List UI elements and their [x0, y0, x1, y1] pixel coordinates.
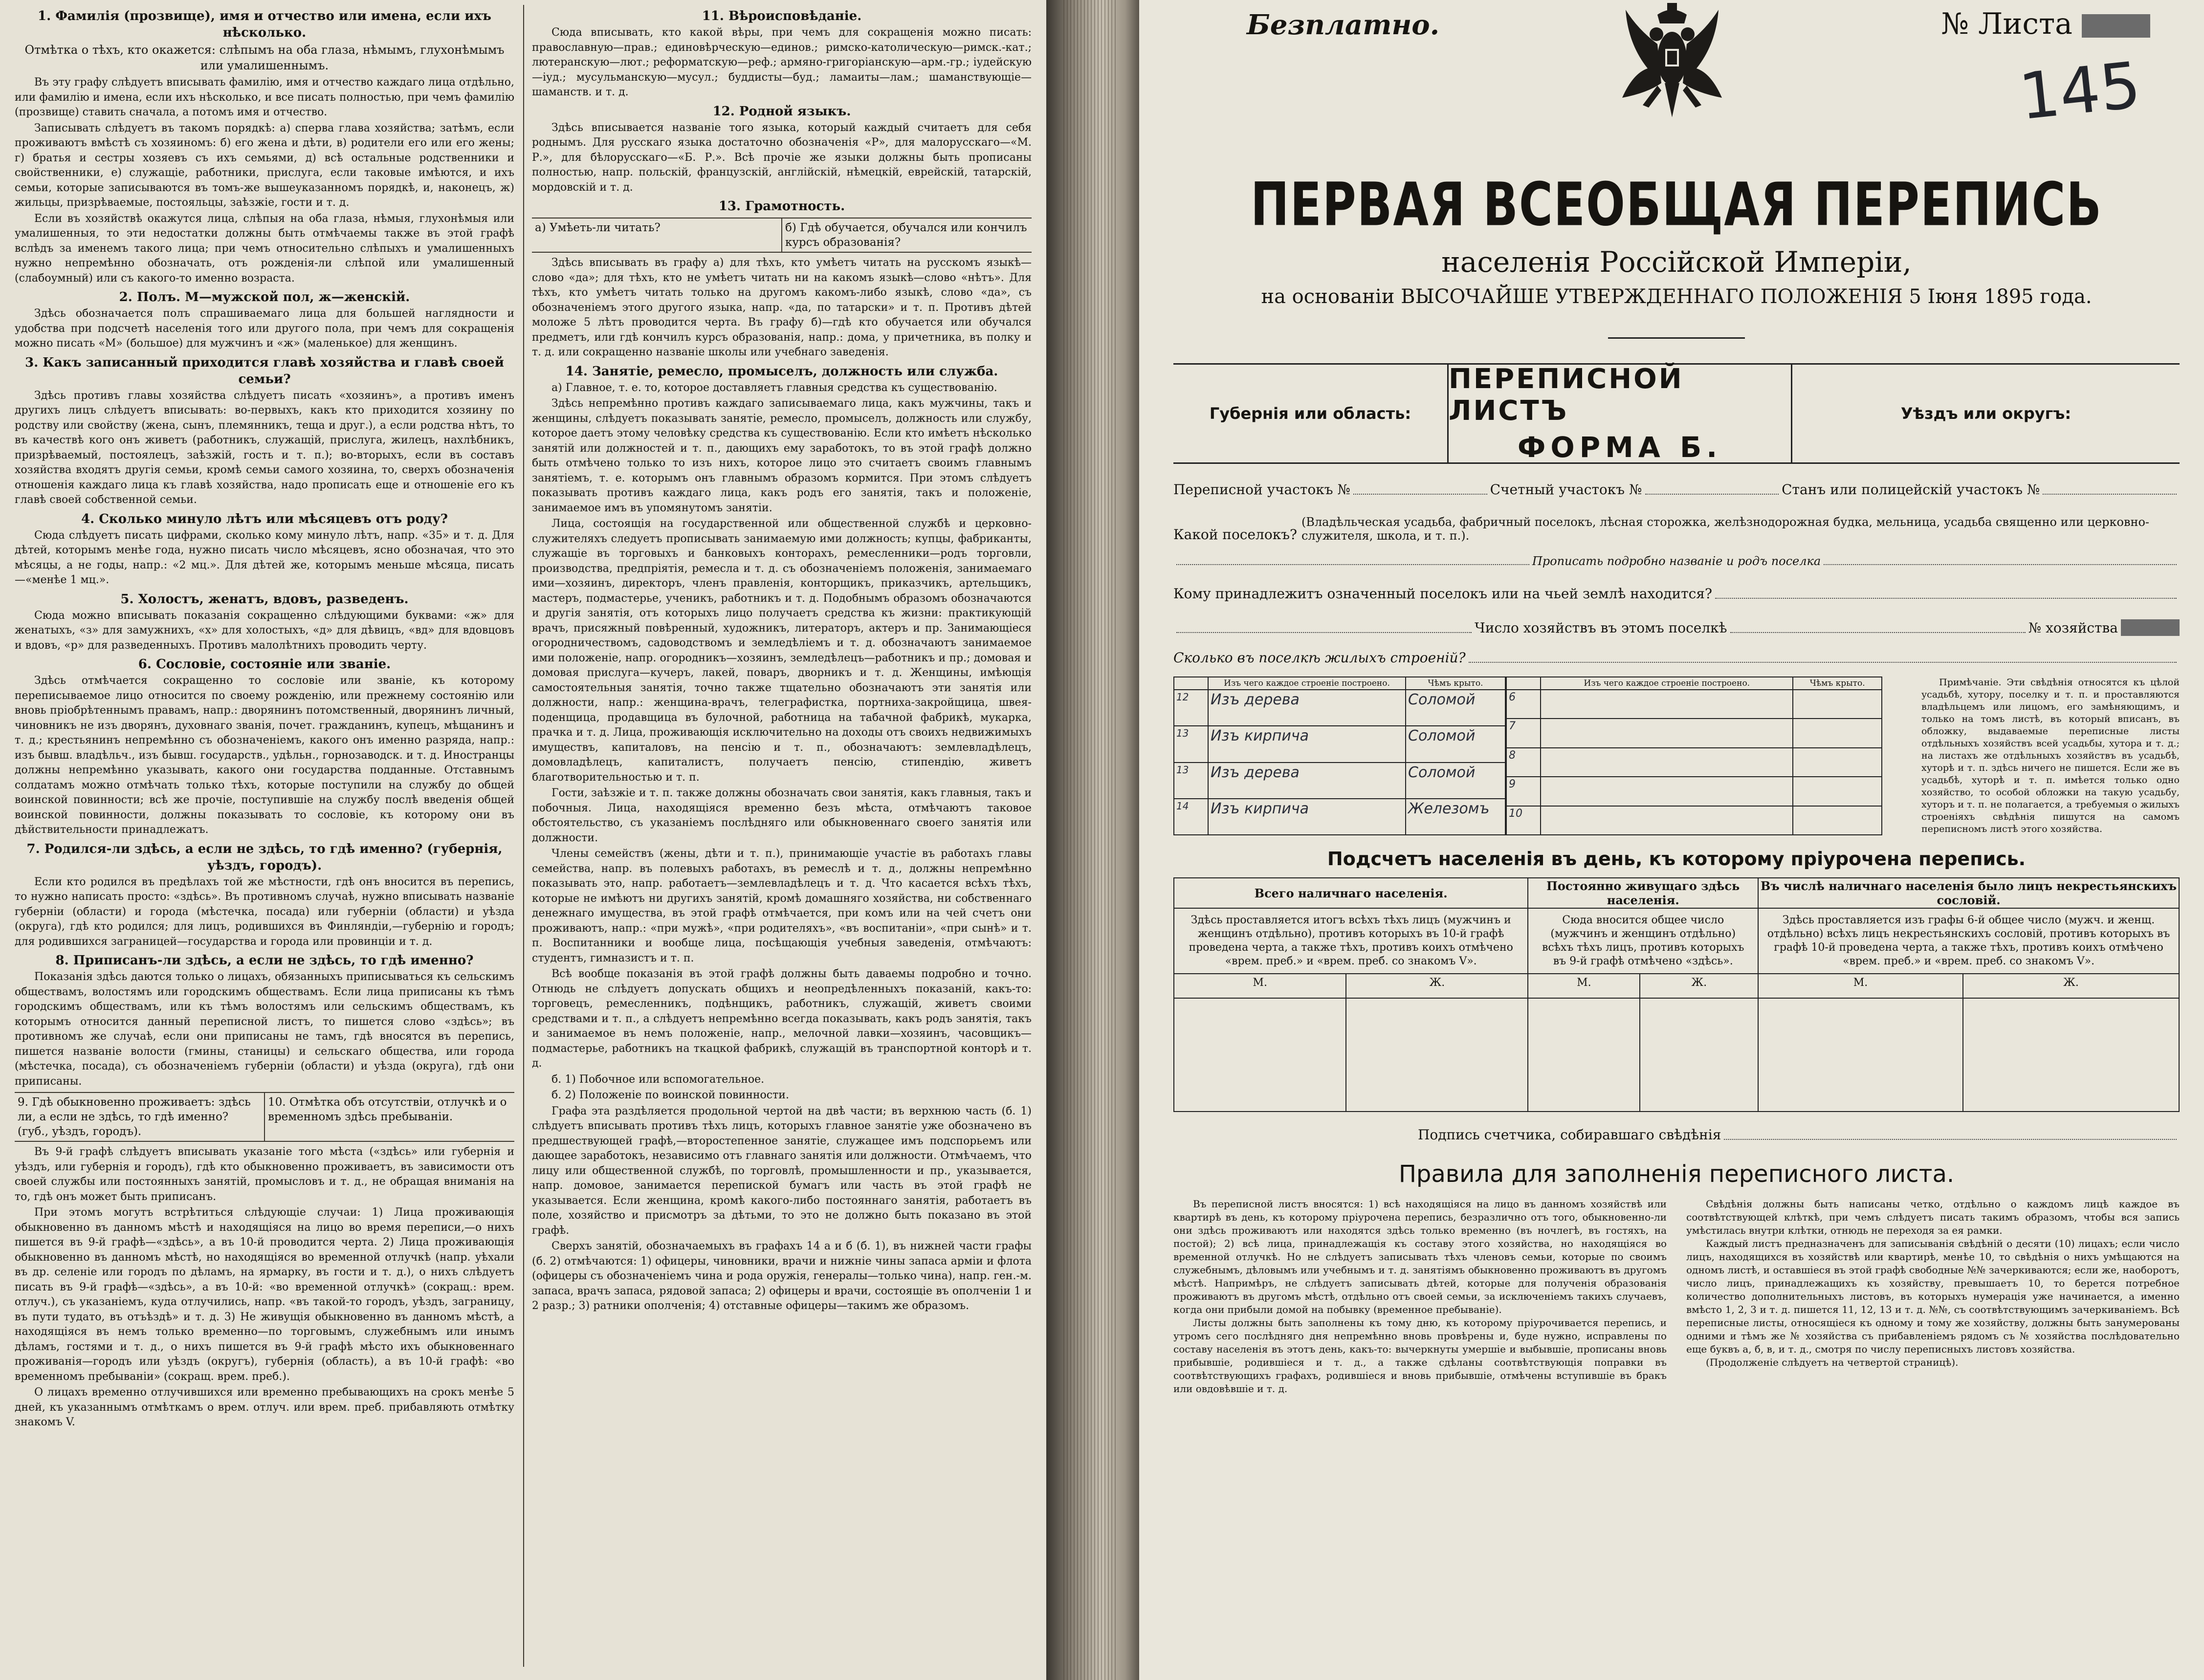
- section-heading: 5. Холостъ, женатъ, вдовъ, разведенъ.: [120, 591, 409, 607]
- rule-paragraph: (Продолженіе слѣдуетъ на четвертой страницѣ).: [1706, 1356, 1959, 1368]
- building-row: [1174, 799, 1505, 835]
- count-cell[interactable]: [1174, 998, 1346, 1112]
- count-header-resident: Постоянно живущаго здѣсь населенія.: [1528, 878, 1758, 908]
- settlement-name-field[interactable]: [1824, 563, 2177, 565]
- instruction-paragraph: Здѣсь вписывается названіе того языка, который каждый считаетъ для себя роднымъ. Для русскаго языка достаточно обозначенія «Р», для малорусскаго—«М. Р.», для бѣлорусскаго—«Б. Р.». Всѣ прочіе же языки должны быть прописаны полностью, напр. польскій, французскій, англійскій, нѣмецкій, еврейскій, татарскій, мордовскій и т. д.: [532, 121, 1032, 194]
- building-row-empty: [1506, 748, 1882, 777]
- building-cell-roof[interactable]: Соломой: [1406, 763, 1505, 799]
- rules-block: [1173, 1198, 2180, 1396]
- building-row-empty: [1506, 690, 1882, 719]
- section-heading: 1. Фамилія (прозвище), имя и отчество или имена, если ихъ нѣсколько.: [38, 9, 491, 40]
- household-number-field[interactable]: [2121, 619, 2180, 636]
- form-header: [1173, 363, 2180, 464]
- section-heading: 2. Полъ. М—мужской пол, ж—женскій.: [119, 290, 410, 305]
- population-count-table: [1173, 877, 2180, 1112]
- instruction-paragraph: Графа эта раздѣляется продольной чертой на двѣ части; въ верхнюю часть (б. 1) слѣдуетъ вписывать противъ тѣхъ лицъ, которыхъ главное занятіе уже обозначено въ предшествующей графѣ,—второстепенное занятіе, служащее имъ подспорьемъ или дающее заработокъ, независимо отъ главнаго занятія или должности. Отмѣчаемъ, что лицу или общественной службѣ, по торговлѣ, промышленности и пр., указывается, напр. домовое, занимается перепиской бумагъ или часть въ этой графѣ не указывается. Если женщина, кромѣ какого-либо постояннаго занятія, работаетъ въ поле, хозяйство и присмотръ за дѣтьми, то это не должно быть показано въ этой графѣ.: [532, 1105, 1032, 1237]
- split-heading: [15, 1092, 514, 1142]
- building-row-number: 6: [1506, 690, 1541, 719]
- building-cell-empty[interactable]: [1793, 777, 1882, 806]
- building-cell-roof[interactable]: Соломой: [1406, 690, 1505, 726]
- instruction-paragraph: а) Главное, т. е. то, которое доставляетъ главныя средства къ существованію.: [551, 381, 997, 394]
- buildings-line: Сколько въ поселкѣ жилыхъ строеній?: [1173, 650, 2180, 666]
- free-label: Безплатно.: [1247, 9, 1440, 41]
- instruction-paragraph: Здѣсь обозначается полъ спрашиваемаго лица для большей наглядности и удобства при подсчетѣ населенія того или другого пола, при чемъ для сокращенія можно писать «М» (большое) для мужчинъ и «ж» (маленькое) для женщинъ.: [15, 307, 514, 349]
- col-roof: Чѣмъ крыто.: [1406, 677, 1505, 690]
- divider: [1608, 337, 1745, 339]
- building-cell-no[interactable]: 13: [1174, 726, 1208, 762]
- province-field-label: Губернія или область:: [1209, 404, 1411, 423]
- signature-line: Подпись счетчика, собиравшаго свѣдѣнія: [1418, 1127, 2180, 1143]
- count-cell[interactable]: [1640, 998, 1758, 1112]
- instruction-paragraph: При этомъ могутъ встрѣтиться слѣдующіе случаи: 1) Лица проживающія обыкновенно въ данномъ мѣстѣ и находящіяся на лицо во время переписи,—о нихъ пишется въ 9-й графѣ—«здѣсь», а въ 10-й проводится черта. 2) Лица проживающія обыкновенно въ данномъ мѣстѣ, но находящіяся во временной отлучкѣ (напр. уѣхали въ др. селеніе или городъ по дѣламъ, на ярмарку, въ гости и т. д.), о нихъ слѣдуетъ писать въ 9-й графѣ—«здѣсь», а въ 10-й: «во временной отлучкѣ» (сокращ.: врем. отлуч.), съ указаніемъ, куда отлучились, напр. «въ такой-то городъ, уѣздъ, заграницу, въ пути тудато, въ отъѣздѣ» и т. д. 3) Не живущія обыкновенно въ данномъ мѣстѣ, а находящіяся въ немъ только временно—по торговымъ, служебнымъ или инымъ дѣламъ, гостями и т. д., о нихъ пишется въ 9-й графѣ мѣсто ихъ обыкновеннаго проживанія—городъ или уѣздъ (округъ), губернія (область), а въ 10-й графѣ: «во временномъ пребываніи» (сокращ. врем. преб.).: [15, 1206, 514, 1383]
- instruction-paragraph: Сюда можно вписывать показанія сокращенно слѣдующими буквами: «ж» для женатыхъ, «з» для замужнихъ, «х» для холостыхъ, «д» для дѣвицъ, «вд» для вдовцовъ и вдовъ, «р» для разведенныхъ. Противъ малолѣтнихъ проводить черту.: [15, 609, 514, 652]
- district-field[interactable]: [1353, 493, 1487, 495]
- form-title: ПЕРЕПИСНОЙ ЛИСТЪ: [1449, 363, 1684, 427]
- instruction-paragraph: Здѣсь вписывать въ графу а) для тѣхъ, кто умѣетъ читать на русскомъ языкѣ—слово «да»; для тѣхъ, кто не умѣетъ читать ни на какомъ языкѣ—слово «нѣтъ». Для тѣхъ, кто умѣетъ читать только на другомъ какомъ-либо языкѣ, слово «да», съ обозначеніемъ этого другого языка, напр. «да, по татарски» и т. п. Противъ дѣтей моложе 5 лѣтъ проводится черта. Въ графу б)—гдѣ кто обучается или обучался предметъ, или гдѣ кончилъ курсъ образованія, напр.: дома, у причетника, въ полку и т. д. или сокращенно названіе школы или учебнаго заведенія.: [532, 257, 1032, 358]
- instruction-paragraph: Члены семействъ (жены, дѣти и т. п.), принимающіе участіе въ работахъ главы семейства, напр. въ полевыхъ работахъ, въ ремеслѣ и т. д., должны непремѣнно показывать это, напр. работаетъ—землевладѣлецъ и т. д. Что касается всѣхъ тѣхъ, которые не имѣютъ ни другихъ занятій, кромѣ домашняго хозяйства, ни собственнаго денежнаго имущества, въ этой графѣ отмѣчается, при комъ или на чей счетъ они проживаютъ, напр.: «при мужѣ», «при родителяхъ», «въ воспитаніи», «при сынѣ» и т. п. Воспитанники и вообще лица, посѣщающія учебныя заведенія, отмѣчаютъ: студентъ, гимназистъ и т. п.: [532, 848, 1032, 964]
- buildings-block: [1173, 676, 2180, 835]
- instruction-paragraph: б. 2) Положеніе по воинской повинности.: [551, 1089, 789, 1101]
- instruction-paragraph: Показанія здѣсь даются только о лицахъ, обязанныхъ приписываться къ сельскимъ обществамъ, волостямъ или городскимъ обществамъ. Если лица приписаны къ тѣмъ городскимъ обществамъ, или къ тѣмъ волостямъ или сельскимъ обществамъ, къ которымъ относится данный переписной листъ, то пишется слово «здѣсь»; въ противномъ же случаѣ, если они приписаны не тамъ, гдѣ вносятся въ перепись, пишется названіе волости (гмины, станицы) и сельскаго общества, или города (мѣстечка, посада), съ обозначеніемъ губерніи (области) и уѣзда (округа), гдѣ они приписаны.: [15, 971, 514, 1088]
- section-heading: 6. Сословіе, состояніе или званіе.: [138, 657, 391, 672]
- building-row-number: 7: [1506, 719, 1541, 747]
- building-row: [1174, 763, 1505, 799]
- split-heading-left: а) Умѣеть-ли читать?: [535, 221, 661, 234]
- double-headed-eagle-emblem: [1618, 0, 1726, 147]
- building-row-empty: [1506, 806, 1882, 835]
- building-cell-empty[interactable]: [1793, 806, 1882, 835]
- count-header-nonpeasant: Въ числѣ наличнаго населенія было лицъ некрестьянскихъ сословій.: [1758, 878, 2179, 908]
- instruction-paragraph: Лица, состоящія на государственной или общественной службѣ и церковно-служителяхъ следуетъ прописывать занимаемую ими должность; купцы, фабриканты, служащіе въ торговыхъ и банковыхъ конторахъ, ремесленники—родъ торговли, производства, предпріятія, ремесла и т. д. съ обозначеніемъ положенія, занимаемаго ими—хозяинъ, директоръ, членъ правленія, конторщикъ, приказчикъ, артельщикъ, мастеръ, подмастерье, ученикъ, работникъ и т. д. Подобнымъ образомъ обозначаются и другія занятія, отъ которыхъ лицо получаетъ средства къ жизни: практикующій врачъ, присяжный повѣренный, художникъ, литераторъ, актеръ и пр. Занимающіеся огородничествомъ, садоводствомъ и земледѣліемъ и т. д. обозначаютъ занимаемое ими положеніе, напр. огородникъ—хозяинъ, земледѣлецъ—работникъ и пр.; домовая и домовая прислуга—кучеръ, лакей, поваръ, дворникъ и т. д. Женщины, имѣющія самостоятельныя занятія, точно также тщательно обозначаютъ эти занятія или должности, напр.: женщина-врачъ, телеграфистка, портниха-закройщица, швея-поденщица, продавщица въ булочной, работница на табачной фабрикѣ, мукарка, прачка и т. д. Лица, проживающія исключительно на доходы отъ своихъ недвижимыхъ имуществъ, капиталовъ, на пенсію и т. п., обозначаютъ: землевладѣлецъ, домовладѣлецъ, капиталистъ, получаетъ пенсію, стипендію, живетъ благотворительностью и т. п.: [532, 518, 1032, 784]
- legal-basis: на основаніи ВЫСОЧАЙШЕ УТВЕРЖДЕННАГО ПОЛОЖЕНІЯ 5 Іюня 1895 года.: [1261, 285, 2092, 308]
- label-female: Ж.: [1346, 974, 1528, 998]
- buildings-table-right: [1506, 676, 1882, 835]
- buildings-table-left: [1173, 676, 1506, 835]
- signature-field[interactable]: [1724, 1138, 2177, 1140]
- instruction-paragraph: б. 1) Побочное или вспомогательное.: [551, 1073, 765, 1086]
- building-row-number: 10: [1506, 806, 1541, 835]
- count-cell[interactable]: [1758, 998, 1963, 1112]
- building-cell-no[interactable]: 14: [1174, 799, 1208, 835]
- building-cell-roof[interactable]: Соломой: [1406, 726, 1505, 762]
- instruction-paragraph: Всѣ вообще показанія въ этой графѣ должны быть даваемы подробно и точно. Отнюдь не слѣдуетъ допускать общихъ и неопредѣленныхъ показаній, какъ-то: торговецъ, ремесленникъ, подѣнщикъ, работникъ, служащій, живетъ своими средствами и т. п., а слѣдуетъ непремѣнно всегда показывать, какъ родъ занятія, такъ и занимаемое въ немъ положеніе, напр., мелочной лавки—хозяинъ, часовщикъ—подмастерье, работникъ на ткацкой фабрикѣ, служащій въ транспортной конторѣ и т. д.: [532, 968, 1032, 1069]
- count-desc-resident: Сюда вносится общее число (мужчинъ и женщинъ отдѣльно) всѣхъ тѣхъ лицъ, противъ которыхъ въ 9-й графѣ отмѣчено «здѣсь».: [1528, 908, 1758, 974]
- building-cell-empty[interactable]: [1793, 748, 1882, 777]
- settlement-line: Какой поселокъ? (Владѣльческая усадьба, фабричный поселокъ, лѣсная сторожка, желѣзнодорожная будка, мельница, усадьба священно или церковно-служителя, школа, и т. п.).: [1173, 515, 2150, 543]
- col-material: Изъ чего каждое строеніе построено.: [1208, 677, 1406, 690]
- building-row-empty: [1506, 719, 1882, 747]
- instruction-paragraph: Здѣсь непремѣнно противъ каждаго записываемаго лица, какъ мужчины, такъ и женщины, слѣдуетъ показывать занятіе, ремесло, промыселъ, должность или службу, которое даетъ этому человѣку средства къ существованію. Если кто имѣетъ нѣсколько занятій или должностей и т. п., дающихъ ему заработокъ, то въ этой графѣ должно быть отмѣчено только то изъ нихъ, которое лицо это считаетъ своимъ главнымъ занятіемъ, т. е. которымъ онъ главнымъ образомъ кормится. При этомъ слѣдуетъ показывать противъ каждаго лица, какъ родъ его занятія, такъ и положеніе, занимаемое имъ въ упомянутомъ занятіи.: [532, 397, 1032, 514]
- count-cell[interactable]: [1963, 998, 2179, 1112]
- owner-field[interactable]: [1715, 597, 2177, 599]
- instruction-paragraph: Въ 9-й графѣ слѣдуетъ вписывать указаніе того мѣста («здѣсь» или губернія и уѣздъ, или губернія и городъ), гдѣ кто обыкновенно проживаетъ, въ зависимости отъ своей службы или постоянныхъ занятій, промысловъ и т. д., не обращая вниманія на то, гдѣ онъ может быть приписанъ.: [15, 1146, 514, 1203]
- label-female: Ж.: [1963, 974, 2179, 998]
- count-desc-total: Здѣсь проставляется итогъ всѣхъ тѣхъ лицъ (мужчинъ и женщинъ отдѣльно), противъ которыхъ въ 10-й графѣ проведена черта, а также тѣхъ, противъ коихъ отмѣчено «врем. преб.» и «врем. преб. со знакомъ V».: [1174, 908, 1528, 974]
- rules-title: Правила для заполненія переписного листа.: [1398, 1160, 1955, 1188]
- section-heading: 11. Вѣроисповѣданіе.: [702, 9, 862, 23]
- households-count-field[interactable]: [1176, 631, 1472, 633]
- col-material-2: Изъ чего каждое строеніе построено.: [1541, 677, 1793, 690]
- building-cell-material[interactable]: Изъ кирпича: [1208, 726, 1406, 762]
- building-cell-empty[interactable]: [1541, 748, 1793, 777]
- section-heading: 14. Занятіе, ремесло, промыселъ, должность или служба.: [565, 364, 998, 379]
- building-cell-empty[interactable]: [1793, 690, 1882, 719]
- building-cell-empty[interactable]: [1793, 719, 1882, 747]
- page-title: ПЕРВАЯ ВСЕОБЩАЯ ПЕРЕПИСЬ: [1250, 170, 2103, 240]
- page-edges: [1063, 0, 1117, 1680]
- split-heading: [532, 218, 1032, 253]
- building-cell-no[interactable]: 12: [1174, 690, 1208, 726]
- section-heading: 7. Родился-ли здѣсь, а если не здѣсь, то гдѣ именно? (губернія, уѣздъ, городъ).: [26, 841, 503, 873]
- building-cell-roof[interactable]: Железомъ: [1406, 799, 1505, 835]
- instruction-paragraph: Гости, заѣзжіе и т. п. также должны обозначать свои занятія, какъ главныя, такъ и побочныя. Лица, находящіяся временно безъ мѣста, отмѣчаютъ таковое обстоятельство, съ указаніемъ послѣдняго или обыкновеннаго своего занятія или должности.: [532, 787, 1032, 844]
- building-cell-material[interactable]: Изъ дерева: [1208, 690, 1406, 726]
- count-district-field[interactable]: [1645, 493, 1779, 495]
- rule-paragraph: Свѣдѣнія должны быть написаны четко, отдѣльно о каждомъ лицѣ каждое въ соотвѣтствующей клѣткѣ, при чемъ слѣдуетъ писать такимъ образомъ, чтобы вся запись умѣстилась внутри клѣтки, отнюдь не переходя за ея рамки.: [1686, 1198, 2180, 1236]
- section-heading: 13. Грамотность.: [718, 199, 845, 214]
- instructions-column-2: [523, 5, 1032, 1667]
- households-field[interactable]: [1730, 631, 2026, 633]
- instruction-paragraph: Сверхъ занятій, обозначаемыхъ въ графахъ 14 а и б (б. 1), въ нижней части графы (б. 2) отмѣчаются: 1) офицеры, чиновники, врачи и нижніе чины запаса арміи и флота (офицеры съ обозначеніемъ чина и рода оружія, генералы—только чина), напр. ген.-м. запаса, врачъ запаса, рядовой запаса; 2) офицеры и врачи, состоящіе въ ополченіи 1 и 2 разр.; 3) ратники ополченія; 4) отставные офицеры—такимъ же образомъ.: [532, 1240, 1032, 1312]
- instruction-paragraph: Въ эту графу слѣдуетъ вписывать фамилію, имя и отчество каждаго лица отдѣльно, или фамилію и имена, если ихъ нѣсколько, и все писать полностью, при чемъ фамилію (прозвище) ставить сначала, а потомъ имя и отчество.: [15, 76, 514, 118]
- instruction-paragraph: Сюда вписывать, кто какой вѣры, при чемъ для сокращенія можно писать: православную—прав.; единовѣрческую—единов.; римско-католическую—римск.-кат.; лютеранскую—лют.; реформатскую—реф.; армяно-григоріанскую—арм.-гр.; іудейскую—іуд.; мусульманскую—мусул.; буддисты—буд.; ламаиты—лам.; шаманствующіе—шаманств. и т. д.: [532, 26, 1032, 98]
- building-row: [1174, 726, 1505, 762]
- instruction-paragraph: Сюда слѣдуетъ писать цифрами, сколько кому минуло лѣтъ, напр. «35» и т. д. Для дѣтей, которымъ менѣе года, нужно писать число мѣсяцевъ, ясно обозначая, что это мѣсяцы, а не годы, напр.: «2 мц.». Для дѣтей же, которымъ меньше мѣсяца, писать—«менѣе 1 мц.».: [15, 529, 514, 586]
- building-cell-no[interactable]: 13: [1174, 763, 1208, 799]
- building-row-number: 9: [1506, 777, 1541, 806]
- count-header-total: Всего наличнаго населенія.: [1174, 878, 1528, 908]
- sheet-number-field[interactable]: [2082, 14, 2150, 38]
- buildings-count-field[interactable]: [1469, 661, 2177, 663]
- rules-column-left: [1173, 1198, 1667, 1396]
- building-row-empty: [1506, 777, 1882, 806]
- split-heading-right: 10. Отмѣтка объ отсутствіи, отлучкѣ и о временномъ здѣсь пребываніи.: [264, 1093, 514, 1141]
- left-page-instructions: [0, 0, 1046, 1680]
- building-cell-empty[interactable]: [1541, 690, 1793, 719]
- instruction-paragraph: О лицахъ временно отлучившихся или временно пребывающихъ на срокъ менѣе 5 дней, къ указаннымъ отмѣткамъ о врем. отлуч. или врем. преб. прибавляють отмѣтку знакомъ V.: [15, 1386, 514, 1428]
- rule-paragraph: Листы должны быть заполнены къ тому дню, къ которому пріурочивается перепись, и утромъ сего послѣдняго дня непремѣнно вновь провѣрены и, буде нужно, исправлены по составу населенія въ этотъ день, какъ-то: вычеркнуты умершіе и выбывшіе, прописаны вновь прибывшіе, родившіеся и т. д., а также сдѣланы соотвѣтствующія поправки въ соотвѣтствующихъ графахъ, родившіеся и вновь прибывшіе, отмѣчены вступившіе въ бракъ или овдовѣвшіе и т. д.: [1173, 1317, 1667, 1395]
- section-heading: 12. Родной языкъ.: [712, 104, 851, 119]
- sheet-number: № Листа: [1941, 7, 2150, 41]
- instruction-paragraph: Записывать слѣдуетъ въ такомъ порядкѣ: а) сперва глава хозяйства; затѣмъ, если проживаютъ вмѣстѣ съ хозяиномъ: б) его жена и дѣти, в) родители его или его жены; г) братья и сестры хозяевъ съ ихъ семьями, д) всѣ остальные родственники и свойственники, е) служащіе, работники, прислуга, если таковые имѣются, и ихъ семьи, которые записываются въ томъ-же вышеуказанномъ порядкѣ, и, наконецъ, ж) жильцы, призрѣваемые, постояльцы, заѣзжіе, гости и т. д.: [15, 122, 514, 209]
- instruction-paragraph: Если въ хозяйствѣ окажутся лица, слѣпыя на оба глаза, нѣмыя, глухонѣмыя или умалишенныя, то эти недостатки должны быть отмѣчаемы также въ этой графѣ вслѣдъ за именемъ такого лица; при чемъ относительно слѣпыхъ и умалишенныхъ нужно непремѣнно обозначать, отъ рожденія-ли слѣпой или умалишенный (слабоумный) или съ какого-то именно возраста.: [15, 212, 514, 284]
- settlement-line-2: Прописать подробно названіе и родъ поселка: [1173, 554, 2180, 568]
- handwritten-number: 145: [2015, 47, 2144, 134]
- building-cell-empty[interactable]: [1541, 719, 1793, 747]
- label-female: Ж.: [1640, 974, 1758, 998]
- instructions-column-1: [15, 5, 523, 1667]
- district-line: Переписной участокъ № Счетный участокъ № Станъ или полицейскій участокъ №: [1173, 481, 2180, 498]
- building-cell-material[interactable]: Изъ дерева: [1208, 763, 1406, 799]
- section-heading: 8. Приписанъ-ли здѣсь, а если не здѣсь, то гдѣ именно?: [55, 953, 474, 968]
- census-form-page: [1139, 0, 2204, 1680]
- section-heading: 3. Какъ записанный приходится главѣ хозяйства и главѣ своей семьи?: [25, 355, 504, 387]
- count-desc-nonpeasant: Здѣсь проставляется изъ графы 6-й общее число (мужч. и женщ. отдѣльно) всѣхъ лицъ некрестьянскихъ сословій, противъ которыхъ въ графѣ 10-й проведена черта, а также тѣхъ, противъ коихъ отмѣчено «врем. преб.» и «врем. преб. со знакомъ V».: [1758, 908, 2179, 974]
- section-heading: 4. Сколько минуло лѣтъ или мѣсяцевъ отъ роду?: [81, 511, 448, 526]
- form-variant: ФОРМА Б.: [1517, 431, 1722, 464]
- split-heading-left: 9. Гдѣ обыкновенно проживаетъ: здѣсь ли, а если не здѣсь, то гдѣ именно? (губ., уѣздъ, городъ).: [18, 1096, 251, 1138]
- label-male: М.: [1174, 974, 1346, 998]
- count-cell[interactable]: [1528, 998, 1640, 1112]
- instruction-paragraph: Здѣсь отмѣчается сокращенно то сословіе или званіе, къ которому переписываемое лицо относится по своему рожденію, или прежнему состоянію или вновь пріобрѣтеннымъ правамъ, напр.: дворянинъ потомственный, дворянинъ личный, чиновникъ не изъ дворянъ, духовнаго званія, почет. гражданинъ, купецъ, мѣщанинъ и т. д.; крестьянинъ непремѣнно съ обозначеніемъ, какого онъ именно разряда, напр.: изъ бывш. владѣльч., изъ бывш. государств., удѣльн., горнозаводск. и т. д. Иностранцы должны непремѣнно указывать, какого они государства подданные. Отставнымъ солдатамъ можно отмѣчать только тѣхъ, которые поступили на службу до общей воинской повинности; всѣ же прочіе, поступившіе на службу послѣ введенія общей воинской повинности, должны показывать то сословіе, къ которому они въ дѣйствительности принадлежатъ.: [15, 675, 514, 836]
- count-cell[interactable]: [1346, 998, 1528, 1112]
- form-title-box: [1447, 365, 1792, 462]
- building-cell-empty[interactable]: [1541, 806, 1793, 835]
- households-line: Число хозяйствъ въ этомъ поселкѣ № хозяйства: [1173, 619, 2180, 636]
- building-row-number: 8: [1506, 748, 1541, 777]
- population-count-title: Подсчетъ населенія въ день, къ которому пріурочена перепись.: [1327, 848, 2026, 870]
- col-roof-2: Чѣмъ крыто.: [1793, 677, 1882, 690]
- instruction-paragraph: Здѣсь противъ главы хозяйства слѣдуетъ писать «хозяинъ», а противъ именъ другихъ лицъ слѣдуетъ вписывать: во-первыхъ, какъ кто приходится хозяину по родству или свойству (жена, сынъ, племянникъ, теща и друг.), а если родства нѣтъ, то въ качествѣ кого онъ живетъ (работникъ, служащій, прислуга, жилецъ, нахлѣбникъ, призрѣваемый, постоялецъ, заѣзжій, гость и т. п.); во-вторыхъ, если въ составъ хозяйства входятъ другія семьи, кромѣ семьи самого хозяина, то, сверхъ обозначенія отношенія каждаго лица къ главѣ хозяйства, надо прописать еще и отношеніе его къ главѣ своей собственной семьи.: [15, 389, 514, 506]
- settlement-field[interactable]: [1176, 563, 1529, 565]
- page-subtitle: населенія Россійской Имперіи,: [1441, 245, 1912, 279]
- label-male: М.: [1528, 974, 1640, 998]
- owner-line: Кому принадлежитъ означенный поселокъ или на чьей землѣ находится?: [1173, 586, 2180, 602]
- section-subheading: Отмѣтка о тѣхъ, кто окажется: слѣпымъ на оба глаза, нѣмымъ, глухонѣмымъ или умалишеннымъ.: [24, 43, 505, 72]
- split-heading-right: б) Гдѣ обучается, обучался или кончилъ курсъ образованія?: [781, 218, 1032, 252]
- county-field-label: Уѣздъ или округъ:: [1900, 404, 2072, 423]
- police-district-field[interactable]: [2043, 493, 2177, 495]
- label-male: М.: [1758, 974, 1963, 998]
- building-row: [1174, 690, 1505, 726]
- instruction-paragraph: Если кто родился въ предѣлахъ той же мѣстности, гдѣ онъ вносится въ перепись, то нужно написать просто: «здѣсь». Въ противномъ случаѣ, нужно вписывать названіе губерніи (области) и города (мѣстечка, посада) или губерніи (области) и уѣзда (округа), гдѣ кто родился; для лицъ, родившихся въ Финляндіи,—губернію и городъ; для родившихся заграницей—государства и города или провинціи и т. д.: [15, 875, 514, 948]
- rule-paragraph: Каждый листъ предназначенъ для записыванія свѣдѣній о десяти (10) лицахъ; если число лицъ, находящихся въ хозяйствѣ или квартирѣ, менѣе 10, то свѣдѣнія о нихъ умѣщаются на одномъ листѣ, и оставшіеся въ этой графѣ свободные №№ зачеркиваются; если же, наоборотъ, число лицъ, принадлежащихъ къ хозяйству, превышаетъ 10, то берется потребное количество дополнительныхъ листовъ, въ которыхъ нумерація уже начинается, а именно вмѣсто 1, 2, 3 и т. д. пишется 11, 12, 13 и т. д. №№, съ соотвѣтствующимъ зачеркиваніемъ. Всѣ переписные листы, относящіеся къ одному и тому же хозяйству, должны быть занумерованы одними и тѣмъ же № хозяйства съ прибавленіемъ рядомъ съ № хозяйства послѣдовательно еще буквъ а, б, в, и т. д., смотря по числу переписныхъ листовъ хозяйства.: [1686, 1238, 2180, 1355]
- rule-paragraph: Въ переписной листъ вносятся: 1) всѣ находящіяся на лицо въ данномъ хозяйствѣ или квартирѣ въ день, къ которому пріурочена перепись, безразлично отъ того, обыкновенно-ли они здѣсь проживаютъ или находятся здѣсь только временно (въ ночлегѣ, въ гостяхъ, на постой); 2) всѣ лица, принадлежащія къ составу этого хозяйства, но находящіяся во временной отлучкѣ. Но не слѣдуетъ записывать тѣхъ членовъ семьи, которые по своимъ служебнымъ, дѣловымъ или учебнымъ и т. д. занятіямъ обыкновенно проживаютъ въ другомъ мѣстѣ. Напримѣръ, не слѣдуетъ записывать дѣтей, которые для полученія образованія проживаютъ въ другомъ мѣстѣ, отдѣльно отъ своей семьи, за исключеніемъ такихъ случаевъ, когда они прибыли домой на побывку (временное пребываніе).: [1173, 1198, 1667, 1315]
- building-cell-material[interactable]: Изъ кирпича: [1208, 799, 1406, 835]
- rules-column-right: [1686, 1198, 2180, 1396]
- building-cell-empty[interactable]: [1541, 777, 1793, 806]
- buildings-note: Примѣчаніе. Эти свѣдѣнія относятся къ цѣлой усадьбѣ, хутору, поселку и т. п. и проставляются владѣльцемъ или лицомъ, его замѣняющимъ, и только на томъ листѣ, въ который вписанъ, въ обложку, выдаваемые переписные листы отдѣльныхъ хозяйствъ всей усадьбы, хутора и т. д.; на листахъ же отдѣльныхъ хозяйствъ въ усадьбѣ, хуторѣ и т. п. здѣсь ничего не пишется. Если же въ усадьбѣ, хуторѣ и т. п. имѣется только одно хозяйство, то особой обложки на такую усадьбу, хуторъ и т. п. не полагается, а требуемыя о жилыхъ строеніяхъ свѣдѣнія пишутся на самомъ переписномъ листѣ этого хозяйства.: [1921, 677, 2180, 834]
